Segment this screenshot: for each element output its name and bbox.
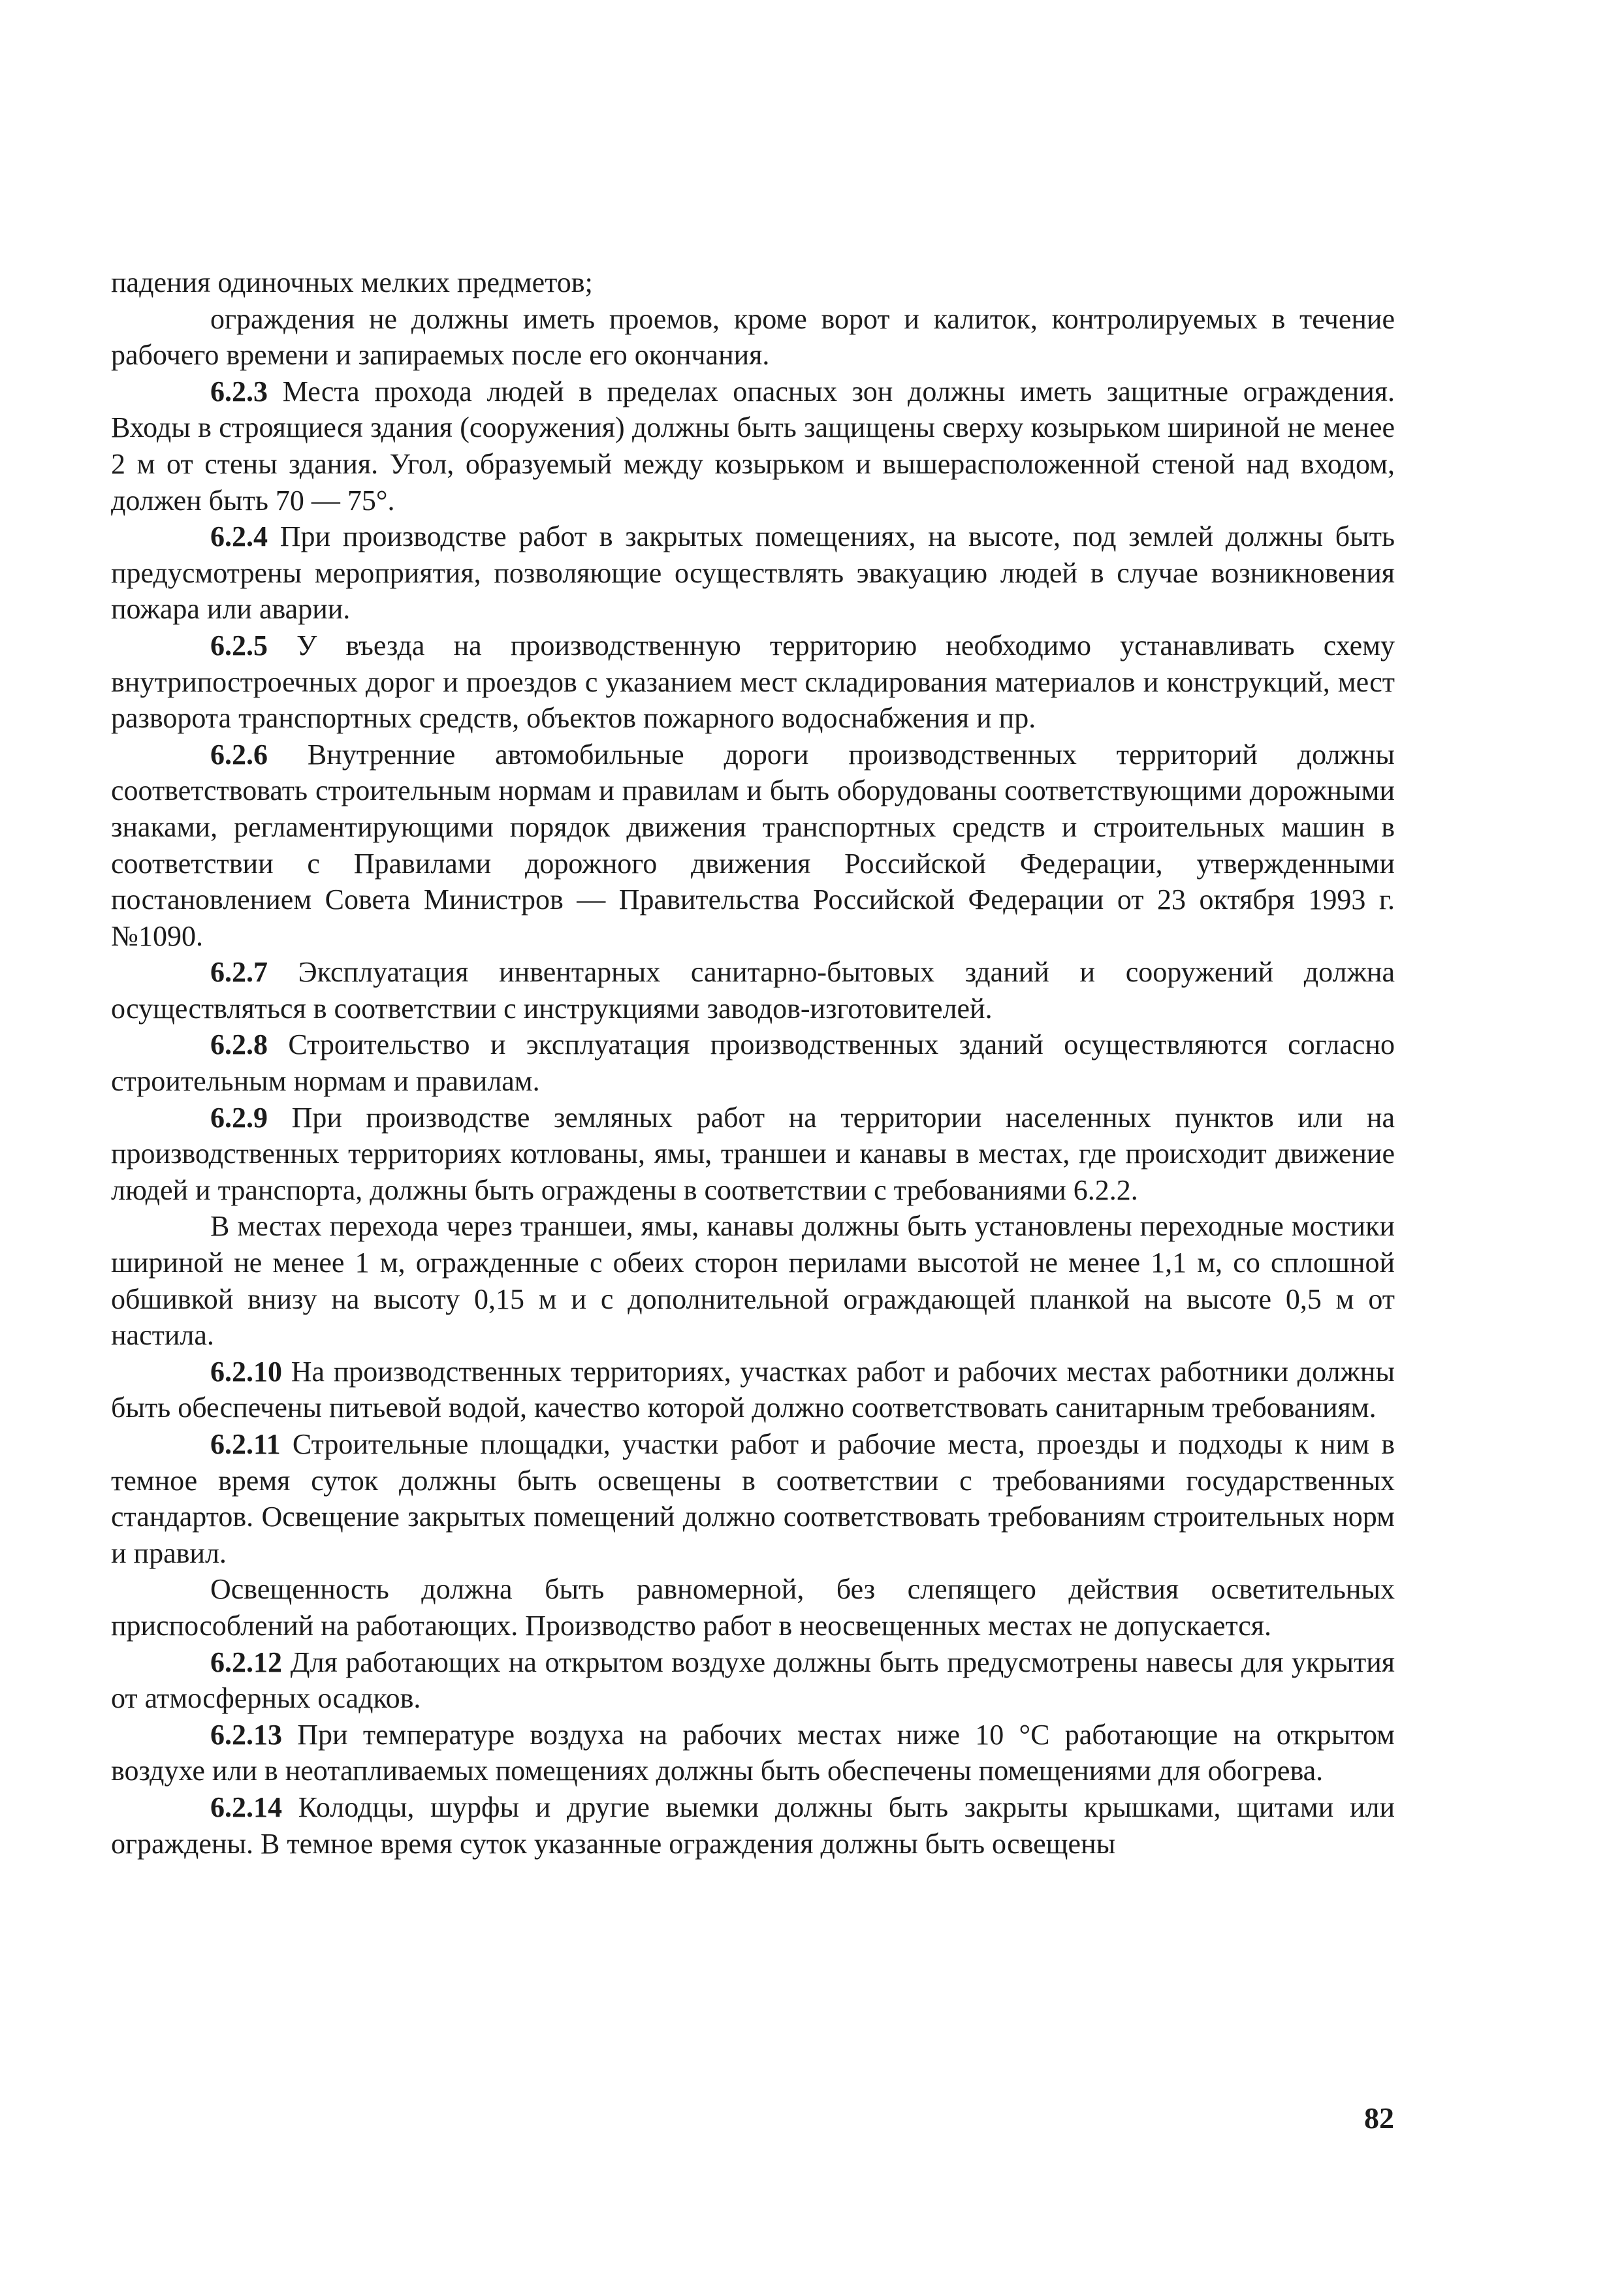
clause-6-2-6	[111, 737, 1395, 955]
clause-number: 6.2.4	[210, 520, 268, 553]
clause-number: 6.2.7	[210, 956, 268, 989]
clause-text: При производстве работ в закрытых помещениях, на высоте, под землей должны быть предусмотрены мероприятия, позволяющие осуществлять эвакуацию людей в случае возникновения пожара или аварии.	[111, 520, 1395, 626]
clause-6-2-11	[111, 1426, 1395, 1571]
clause-number: 6.2.6	[210, 738, 268, 771]
clause-number: 6.2.14	[210, 1791, 282, 1823]
paragraph-text: В местах перехода через траншеи, ямы, канавы должны быть установлены переходные мостики шириной не менее 1 м, огражденные с обеих сторон перилами высотой не менее 1,1 м, со сплошной обшивкой внизу на высоту 0,15 м и с дополнительной ограждающей планкой на высоте 0,5 м от настила.	[111, 1210, 1395, 1352]
paragraph	[111, 264, 1395, 301]
clause-text: Строительные площадки, участки работ и рабочие места, проезды и подходы к ним в темное время суток должны быть освещены в соответствии с требованиями государственных стандартов. Освещение закрытых помещений должно соответствовать требованиям строительных норм и правил.	[111, 1428, 1395, 1569]
clause-text: Строительство и эксплуатация производственных зданий осуществляются согласно строительным нормам и правилам.	[111, 1028, 1395, 1098]
paragraph-text: Освещенность должна быть равномерной, без слепящего действия осветительных приспособлений на работающих. Производство работ в неосвещенных местах не допускается.	[111, 1573, 1395, 1642]
clause-6-2-13	[111, 1717, 1395, 1789]
clause-text: На производственных территориях, участках работ и рабочих местах работники должны быть обеспечены питьевой водой, качество которой должно соответствовать санитарным требованиям.	[111, 1355, 1395, 1424]
paragraph	[111, 1208, 1395, 1353]
clause-6-2-7	[111, 954, 1395, 1027]
clause-number: 6.2.12	[210, 1646, 282, 1678]
clause-6-2-4	[111, 518, 1395, 628]
clause-number: 6.2.5	[210, 629, 268, 661]
clause-number: 6.2.13	[210, 1718, 282, 1751]
paragraph-text: падения одиночных мелких предметов;	[111, 266, 593, 298]
clause-6-2-9	[111, 1100, 1395, 1209]
clause-6-2-3	[111, 374, 1395, 518]
paragraph	[111, 301, 1395, 374]
clause-number: 6.2.10	[210, 1355, 282, 1388]
clause-text: Места прохода людей в пределах опасных зон должны иметь защитные ограждения. Входы в строящиеся здания (сооружения) должны быть защищены сверху козырьком шириной не менее 2 м от стены здания. Угол, образуемый между козырьком и вышерасположенной стеной над входом, должен быть 70 — 75°.	[111, 375, 1395, 517]
clause-text: Для работающих на открытом воздухе должны быть предусмотрены навесы для укрытия от атмосферных осадков.	[111, 1646, 1395, 1715]
paragraph-text: ограждения не должны иметь проемов, кроме ворот и калиток, контролируемых в течение рабочего времени и запираемых после его окончания.	[111, 302, 1395, 372]
clause-6-2-12	[111, 1644, 1395, 1717]
clause-text: Внутренние автомобильные дороги производственных территорий должны соответствовать строительным нормам и правилам и быть оборудованы соответствующими дорожными знаками, регламентирующими порядок движения транспортных средств и строительных машин в соответствии с Правилами дорожного движения Российской Федерации, утвержденными постановлением Совета Министров — Правительства Российской Федерации от 23 октября 1993 г. №1090.	[111, 738, 1395, 952]
page-number: 82	[1364, 2101, 1394, 2135]
clause-text: При температуре воздуха на рабочих местах ниже 10 °С работающие на открытом воздухе или в неотапливаемых помещениях должны быть обеспечены помещениями для обогрева.	[111, 1718, 1395, 1787]
document-body	[111, 264, 1395, 1862]
clause-6-2-14	[111, 1789, 1395, 1862]
clause-number: 6.2.3	[210, 375, 268, 407]
clause-number: 6.2.9	[210, 1101, 268, 1134]
clause-6-2-8	[111, 1027, 1395, 1099]
clause-number: 6.2.11	[210, 1428, 281, 1460]
clause-6-2-5	[111, 628, 1395, 737]
paragraph	[111, 1571, 1395, 1644]
clause-number: 6.2.8	[210, 1028, 268, 1061]
clause-6-2-10	[111, 1354, 1395, 1426]
clause-text: При производстве земляных работ на территории населенных пунктов или на производственных территориях котлованы, ямы, траншеи и канавы в местах, где происходит движение людей и транспорта, должны быть ограждены в соответствии с требованиями 6.2.2.	[111, 1101, 1395, 1206]
clause-text: У въезда на производственную территорию необходимо устанавливать схему внутрипостроечных дорог и проездов с указанием мест складирования материалов и конструкций, мест разворота транспортных средств, объектов пожарного водоснабжения и пр.	[111, 629, 1395, 735]
clause-text: Эксплуатация инвентарных санитарно-бытовых зданий и сооружений должна осуществляться в соответствии с инструкциями заводов-изготовителей.	[111, 956, 1395, 1025]
clause-text: Колодцы, шурфы и другие выемки должны быть закрыты крышками, щитами или ограждены. В темное время суток указанные ограждения должны быть освещены	[111, 1791, 1395, 1860]
